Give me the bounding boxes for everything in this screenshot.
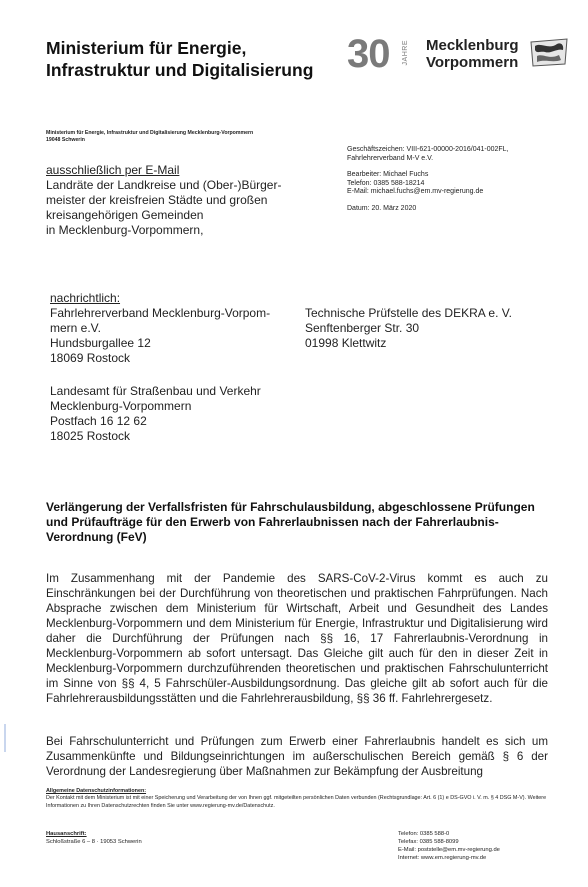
privacy-text: Der Kontakt mit dem Ministerium ist mit einer Speicherung und Verarbeitung der von Ihnen ggf. mitgeteilten persönlichen Daten verbunden (Rechtsgrundlage: Art. 6 (1) e DS-GVO i. V. m. § 4 DSG M-V). Weitere Informationen zu Ihren Datenschutzrechten finden Sie unter www.regierung-mv.de/Datenschutz. (46, 795, 547, 809)
reference-number-cont: Fahrlehrerverband M-V e.V. (347, 154, 434, 162)
state-logo-text (426, 37, 519, 71)
contact-phone: Telefon: 0385 588-0 (398, 831, 450, 837)
recipient-line: meister der kreisfreien Städte und großen (46, 193, 268, 207)
cc-line: 18025 Rostock (50, 429, 131, 443)
ministry-name-line1: Ministerium für Energie, (46, 38, 247, 58)
state-logo-line1: Mecklenburg (426, 37, 519, 54)
contact-info (398, 830, 500, 862)
contact-internet: Internet: www.em.regierung-mv.de (398, 855, 487, 861)
state-logo-line2: Vorpommern (426, 54, 519, 71)
sender-line1: Ministerium für Energie, Infrastruktur und Digitalisierung Mecklenburg-Vorpommern (46, 130, 254, 136)
anniversary-jahre: JAHRE (402, 40, 409, 66)
reference-block (347, 146, 509, 214)
body-paragraph-1: Im Zusammenhang mit der Pandemie des SARS-CoV-2-Virus kommt es auch zu Einschränkungen bei der Durchführung von theoretischen und praktischen Fahrprüfungen. Nach Absprache zwischen dem Ministerium für Wirtschaft, Arbeit und Gesundheit des Landes Mecklenburg-Vorpommern und dem Ministerium für Energie, Infrastruktur und Digitalisierung wird daher die Durchführung der Prüfungen nach §§ 16, 17 Fahrerlaubnis-Verordnung in Mecklenburg-Vorpommern ab sofort untersagt. Das Gleiche gilt auch für den in dieser Zeit in Mecklenburg-Vorpommern durchzuführenden theoretischen und praktischen Fahrschulunterricht im Sinne von §§ 4, 5 Fahrschüler-Ausbildungsordnung. Das gleiche gilt ab sofort auch für die Fahrlehrerausbildungsstätten und die Fahrlehrerausbildung, §§ 36 ff. Fahrlehrergesetz. (46, 572, 548, 705)
sender-address (46, 130, 253, 144)
address-text: Schloßstraße 6 – 8 · 19053 Schwerin (46, 839, 142, 845)
privacy-notice (46, 788, 554, 810)
postal-address (46, 830, 142, 846)
cc-block-dekra (305, 306, 512, 351)
cc-line: Hundsburgallee 12 (50, 336, 151, 350)
cc-label: nachrichtlich: (50, 291, 121, 305)
ministry-name-line2: Infrastruktur und Digitalisierung (46, 60, 314, 80)
reference-number: Geschäftszeichen: VIII-621-00000-2016/041-002FL, (347, 146, 509, 153)
clerk-email: E-Mail: michael.fuchs@em.mv-regierung.de (347, 188, 484, 196)
recipient-line: in Mecklenburg-Vorpommern, (46, 223, 204, 237)
ministry-name (46, 37, 313, 81)
sender-line2: 19048 Schwerin (46, 137, 85, 143)
privacy-title: Allgemeine Datenschutzinformationen: (46, 788, 147, 794)
cc-line: Fahrlehrerverband Mecklenburg-Vorpom- (50, 306, 271, 320)
cc-line: 18069 Rostock (50, 351, 131, 365)
recipient-line: Landräte der Landkreise und (Ober-)Bürger- (46, 178, 282, 192)
cc-line: Landesamt für Straßenbau und Verkehr (50, 384, 261, 398)
recipient-line: kreisangehörigen Gemeinden (46, 208, 204, 222)
state-emblem-icon (527, 36, 571, 68)
letter-date: Datum: 20. März 2020 (347, 204, 417, 212)
cc-line: Mecklenburg-Vorpommern (50, 399, 192, 413)
cc-line: 01998 Klettwitz (305, 336, 387, 350)
margin-mark (4, 724, 6, 752)
clerk-name: Bearbeiter: Michael Fuchs (347, 171, 429, 179)
contact-fax: Telefax: 0385 588-8099 (398, 839, 459, 845)
letter-subject: Verlängerung der Verfallsfristen für Fahrschulausbildung, abgeschlossene Prüfungen und Prüfaufträge für den Erwerb von Fahrerlaubnissen nach der Fahrerlaubnis-Verordnung (FeV) (46, 500, 535, 544)
cc-line: Postfach 16 12 62 (50, 414, 147, 428)
address-title: Hausanschrift: (46, 831, 87, 837)
contact-email: E-Mail: poststelle@em.mv-regierung.de (398, 847, 500, 853)
delivery-method: ausschließlich per E-Mail (46, 163, 180, 177)
cc-line: mern e.V. (50, 321, 101, 335)
cc-line: Senftenberger Str. 30 (305, 321, 420, 335)
anniversary-number: 30 (347, 32, 390, 76)
cc-block-fahrlehrerverband (50, 291, 270, 366)
cc-block-landesamt (50, 384, 261, 444)
recipient-block (46, 163, 281, 238)
cc-line: Technische Prüfstelle des DEKRA e. V. (305, 306, 512, 320)
body-paragraph-2: Bei Fahrschulunterricht und Prüfungen zum Erwerb einer Fahrerlaubnis handelt es sich um Zusammenkünfte und Bildungseinrichtungen im außerschulischen Bereich gemäß § 6 der Verordnung der Landesregierung über Maßnahmen zur Bekämpfung der Ausbreitung (46, 735, 548, 778)
clerk-phone: Telefon: 0385 588-18214 (347, 179, 425, 187)
